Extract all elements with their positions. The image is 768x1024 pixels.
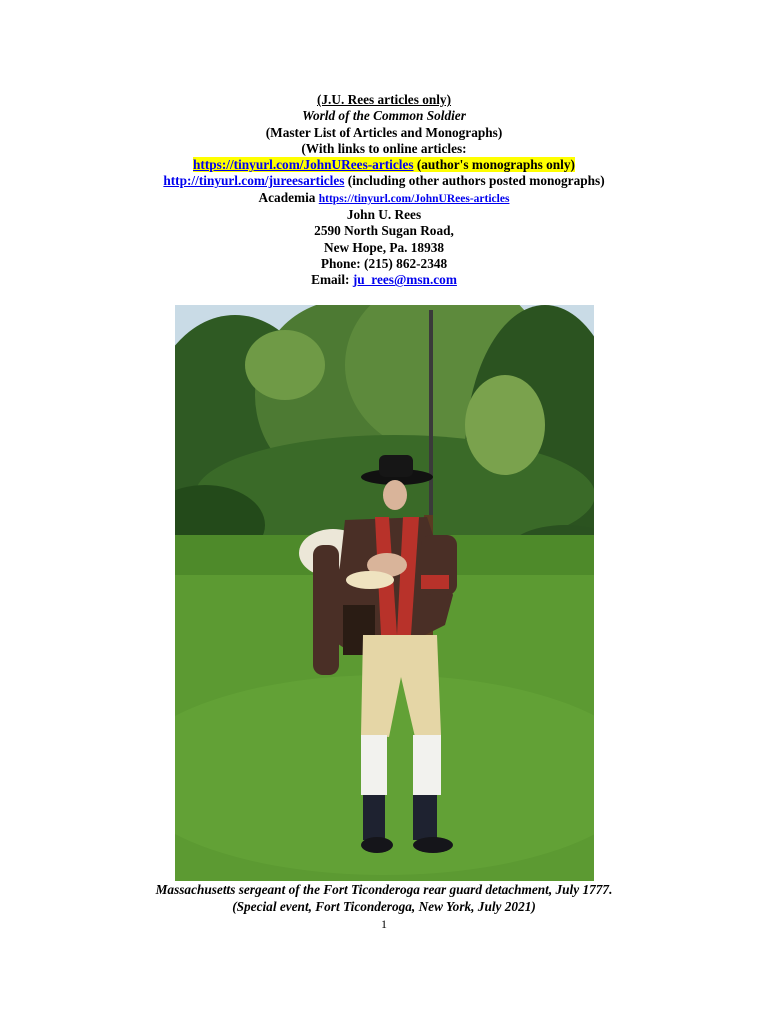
tinyurl-all-link[interactable]: http://tinyurl.com/jureesarticles — [163, 173, 345, 189]
link2-note: (including other authors posted monographs) — [344, 173, 605, 189]
email-label: Email: — [311, 272, 353, 288]
email-link[interactable]: ju_rees@msn.com — [352, 272, 457, 288]
photo-caption — [0, 881, 768, 915]
address-line-2: New Hope, Pa. 18938 — [323, 239, 445, 255]
phone-line: Phone: (215) 862-2348 — [320, 255, 448, 271]
links-intro: (With links to online articles: — [301, 140, 467, 156]
caption-line-1: Massachusetts sergeant of the Fort Ticonderoga rear guard detachment, July 1777. — [155, 882, 613, 897]
link-line-2 — [0, 173, 768, 189]
address-line-1: 2590 North Sugan Road, — [314, 223, 454, 239]
academia-line — [0, 190, 768, 207]
soldier-photo — [175, 305, 594, 881]
caption-line-2: (Special event, Fort Ticonderoga, New York, July 2021) — [232, 899, 536, 914]
link1-note: (author's monographs only) — [413, 157, 575, 173]
academia-link[interactable]: https://tinyurl.com/JohnURees-articles — [318, 192, 510, 205]
email-line — [0, 272, 768, 288]
series-title: World of the Common Soldier — [302, 108, 466, 124]
subtitle-rees-articles: (J.U. Rees articles only) — [316, 92, 452, 107]
master-list-title: (Master List of Articles and Monographs) — [265, 124, 503, 140]
link-line-1 — [0, 157, 768, 173]
page-number: 1 — [381, 917, 387, 931]
title-block — [0, 92, 768, 289]
tinyurl-author-link[interactable]: https://tinyurl.com/JohnURees-articles — [193, 157, 414, 173]
author-name: John U. Rees — [346, 207, 422, 223]
academia-label: Academia — [258, 189, 319, 205]
